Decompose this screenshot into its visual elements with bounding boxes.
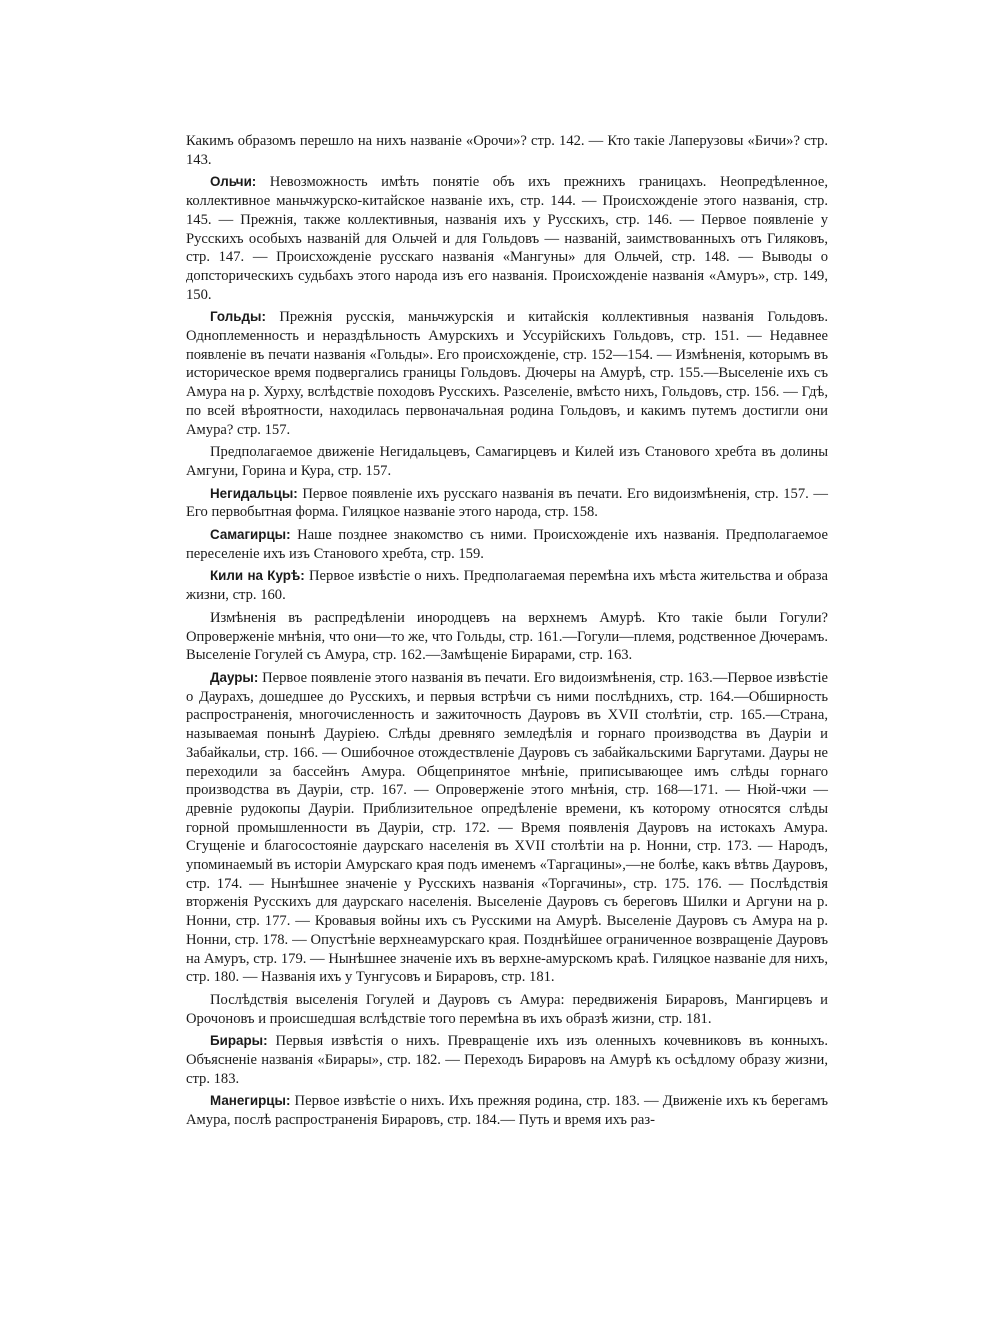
- paragraph-lead: Манегирцы:: [210, 1093, 291, 1109]
- paragraph: [186, 443, 828, 480]
- paragraph-text: Невозможность имѣть понятіе объ ихъ прежнихъ границахъ. Неопредѣленное, коллективное маньчжурско-китайское названіе ихъ, стр. 144. — Происхожденіе этого названія, стр. 145. — Прежнія, также коллективныя, названія ихъ у Русскихъ, стр. 146. — Первое появленіе у Русскихъ особыхъ названій для Ольчей и для Гольдовъ — названій, заимствованныхъ отъ Гиляковъ, стр. 147. — Происхожденіе русскаго названія «Мангуны» для Ольчей, стр. 148. — Выводы о допсторическихъ судьбахъ этого народа изъ его названія. Происхожденіе названія «Амуръ», стр. 149, 150.: [186, 174, 828, 303]
- paragraph: [186, 173, 828, 304]
- paragraph-text: Первое появленіе этого названія въ печати. Его видоизмѣненія, стр. 163.—Первое извѣстіе о Даурахъ, дошедшее до Русскихъ, и первыя встрѣчи съ ними послѣднихъ, стр. 164.—Обширность распространенія, многочисленность и зажиточность Дауровъ въ XVII столѣтіи, стр. 165.—Страна, называемая понынѣ Дауріею. Слѣды древняго земледѣлія и горнаго производства въ Дауріи и Забайкальи, стр. 166. — Ошибочное отождествленіе Дауровъ съ забайкальскими Баргутами. Дауры не переходили за бассейнъ Амура. Общепринятое мнѣніе, приписывающее имъ слѣды горнаго производства въ Дауріи, стр. 167. — Опроверженіе этого мнѣнія, стр. 168—171. — Нюй-чжи — древніе рудокопы Дауріи. Приблизительное опредѣленіе времени, къ которому относятся слѣды горной промышленности въ Дауріи, стр. 172. — Время появленія Дауровъ на истокахъ Амура. Сгущеніе и благосостояніе даурскаго населенія въ XVII столѣтіи на р. Нонни, стр. 173. — Народъ, упоминаемый въ исторіи Амурскаго края подъ именемъ «Таргацины»,—не болѣе, какъ вѣтвь Дауровъ, стр. 174. — Нынѣшнее значеніе у Русскихъ названія «Торгачины», стр. 175. 176. — Послѣдствія вторженія Русскихъ для даурскаго населенія. Выселеніе Дауровъ съ береговъ Шилки и Аргуни на р. Нонни, стр. 177. — Кровавыя войны ихъ съ Русскими на Амурѣ. Выселеніе Дауровъ съ Амура на р. Нонни, стр. 178. — Опустѣніе верхнеамурскаго края. Позднѣйшее ограниченное возвращеніе Дауровъ на Амуръ, стр. 179. — Нынѣшнее значеніе ихъ въ верхне-амурскомъ краѣ. Гиляцкое названіе для нихъ, стр. 180. — Названія ихъ у Тунгусовъ и Бираровъ, стр. 181.: [186, 669, 828, 986]
- paragraph-lead: Дауры:: [210, 669, 259, 685]
- paragraph: [186, 567, 828, 604]
- paragraph-lead: Бирары:: [210, 1033, 268, 1049]
- paragraph-text: Наше позднее знакомство съ ними. Происхожденіе ихъ названія. Предполагаемое переселеніе ихъ изъ Станового хребта, стр. 159.: [186, 527, 828, 562]
- paragraph: [186, 132, 828, 169]
- paragraph: [186, 1032, 828, 1088]
- page-text: [186, 132, 828, 1134]
- paragraph-lead: Кили на Курѣ:: [210, 568, 305, 584]
- paragraph-text: Какимъ образомъ перешло на нихъ названіе «Орочи»? стр. 142. — Кто такіе Лаперузовы «Бичи»? стр. 143.: [186, 133, 828, 168]
- paragraph-text: Предполагаемое движеніе Негидальцевъ, Самагирцевъ и Килей изъ Станового хребта въ долины Амгуни, Горина и Кура, стр. 157.: [186, 444, 828, 479]
- paragraph-lead: Негидальцы:: [210, 485, 298, 501]
- paragraph-text: Первыя извѣстія о нихъ. Превращеніе ихъ изъ оленныхъ кочевниковъ въ конныхъ. Объясненіе названія «Бирары», стр. 182. — Переходъ Бираровъ на Амурѣ къ осѣдлому образу жизни, стр. 183.: [186, 1033, 828, 1087]
- paragraph-text: Первое извѣстіе о нихъ. Предполагаемая перемѣна ихъ мѣста жительства и образа жизни, стр. 160.: [186, 568, 828, 604]
- paragraph-text: Послѣдствія выселенія Гогулей и Дауровъ съ Амура: передвиженія Бираровъ, Мангирцевъ и Орочоновъ и происшедшая вслѣдствіе того перемѣна въ ихъ образѣ жизни, стр. 181.: [186, 991, 828, 1027]
- paragraph-lead: Гольды:: [210, 309, 266, 325]
- paragraph-text: Измѣненія въ распредѣленіи инородцевъ на верхнемъ Амурѣ. Кто такіе были Гогули? Опроверженіе мнѣнія, что они—то же, что Гольды, стр. 161.—Гогули—племя, родственное Дючерамъ. Выселеніе Гогулей съ Амура, стр. 162.—Замѣщеніе Бирарами, стр. 163.: [186, 609, 828, 664]
- paragraph: [186, 991, 828, 1028]
- paragraph-text: Первое извѣстіе о нихъ. Ихъ прежняя родина, стр. 183. — Движеніе ихъ къ берегамъ Амура, послѣ распространенія Бираровъ, стр. 184.— Путь и время ихъ раз-: [186, 1093, 828, 1129]
- paragraph: [186, 669, 828, 987]
- paragraph: [186, 485, 828, 522]
- paragraph: [186, 1092, 828, 1129]
- paragraph: [186, 526, 828, 563]
- paragraph: [186, 308, 828, 439]
- paragraph: [186, 609, 828, 665]
- paragraph-lead: Самагирцы:: [210, 527, 291, 543]
- paragraph-text: Первое появленіе ихъ русскаго названія въ печати. Его видоизмѣненія, стр. 157. — Его первобытная форма. Гиляцкое названіе этого народа, стр. 158.: [186, 485, 828, 521]
- paragraph-text: Прежнія русскія, маньчжурскія и китайскія коллективныя названія Гольдовъ. Одноплеменность и нераздѣльность Амурскихъ и Уссурійскихъ Гольдовъ, стр. 151. — Недавнее появленіе въ печати названія «Гольды». Его происхожденіе, стр. 152—154. — Измѣненія, которымъ въ историческое время подвергались границы Гольдовъ. Дючеры на Амурѣ, стр. 155.—Выселеніе ихъ съ Амура на р. Хурху, вслѣдствіе походовъ Русскихъ. Разселеніе, вмѣсто нихъ, Гольдовъ, стр. 156. — Гдѣ, по всей вѣроятности, находилась первоначальная родина Гольдовъ, и какимъ путемъ достигли они Амура? стр. 157.: [186, 309, 828, 438]
- paragraph-lead: Ольчи:: [210, 174, 257, 190]
